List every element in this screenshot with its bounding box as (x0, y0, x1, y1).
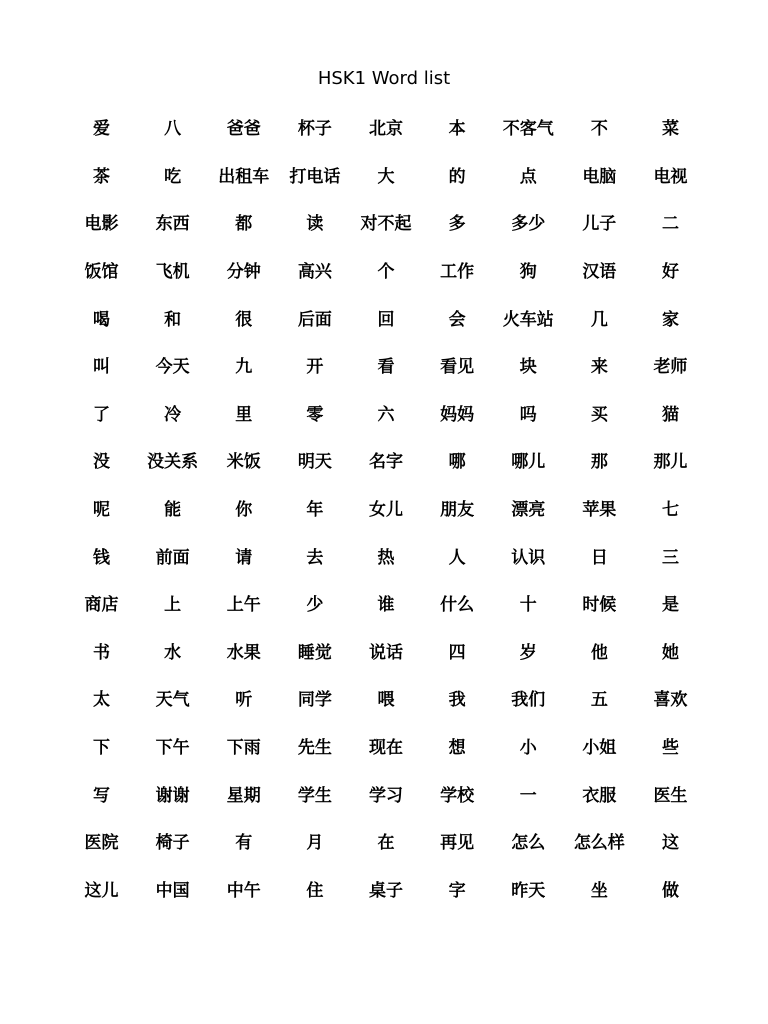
word-cell: 少 (306, 595, 324, 616)
word-row (66, 436, 706, 484)
word-grid (66, 103, 706, 912)
word-cell: 火车站 (502, 309, 554, 330)
word-cell: 上 (164, 595, 182, 616)
word-cell: 饭馆 (84, 262, 119, 283)
word-cell: 怎么样 (573, 833, 625, 854)
word-cell: 杯子 (297, 119, 332, 140)
word-cell: 下午 (155, 738, 190, 759)
word-cell: 回 (377, 309, 395, 330)
word-row (66, 341, 706, 389)
word-cell: 她 (661, 642, 679, 663)
page-title: HSK1 Word list (317, 68, 451, 89)
word-cell: 名字 (368, 452, 403, 473)
word-cell: 很 (235, 309, 253, 330)
word-cell: 前面 (155, 547, 190, 568)
word-cell: 没关系 (147, 452, 199, 473)
word-cell: 说话 (368, 642, 403, 663)
word-cell: 月 (306, 833, 324, 854)
word-cell: 爸爸 (226, 119, 261, 140)
word-cell: 苹果 (582, 500, 617, 521)
word-cell: 水 (164, 642, 182, 663)
word-cell: 会 (448, 309, 466, 330)
word-cell: 点 (519, 166, 537, 187)
word-cell: 是 (661, 595, 679, 616)
word-cell: 吃 (164, 166, 182, 187)
word-cell: 女儿 (368, 500, 403, 521)
word-cell: 小姐 (582, 738, 617, 759)
word-cell: 七 (661, 500, 679, 521)
word-cell: 都 (235, 214, 253, 235)
word-cell: 住 (306, 880, 324, 901)
word-cell: 太 (93, 690, 111, 711)
word-cell: 块 (519, 357, 537, 378)
word-cell: 打电话 (289, 166, 341, 187)
word-row (66, 293, 706, 341)
word-row (66, 151, 706, 199)
word-row (66, 722, 706, 770)
word-row (66, 627, 706, 675)
word-cell: 再见 (440, 833, 475, 854)
word-cell: 多 (448, 214, 466, 235)
word-grid-body (66, 103, 706, 912)
word-cell: 那 (590, 452, 608, 473)
word-cell: 你 (235, 500, 253, 521)
word-cell: 三 (661, 547, 679, 568)
word-cell: 冷 (164, 404, 182, 425)
word-cell: 谁 (377, 595, 395, 616)
word-cell: 大 (377, 166, 395, 187)
word-cell: 昨天 (511, 880, 546, 901)
word-cell: 学生 (297, 785, 332, 806)
word-cell: 衣服 (582, 785, 617, 806)
word-cell: 喂 (377, 690, 395, 711)
word-cell: 妈妈 (440, 404, 475, 425)
word-cell: 我们 (511, 690, 546, 711)
word-cell: 桌子 (368, 880, 403, 901)
word-cell: 不 (590, 119, 608, 140)
word-cell: 电影 (84, 214, 119, 235)
word-cell: 医生 (653, 785, 688, 806)
word-cell: 想 (448, 738, 466, 759)
word-cell: 下雨 (226, 738, 261, 759)
word-cell: 北京 (368, 119, 403, 140)
word-cell: 岁 (519, 642, 537, 663)
word-cell: 认识 (511, 547, 546, 568)
word-cell: 看见 (440, 357, 475, 378)
word-cell: 那儿 (653, 452, 688, 473)
word-cell: 时候 (582, 595, 617, 616)
word-cell: 菜 (661, 119, 679, 140)
word-cell: 出租车 (218, 166, 270, 187)
word-cell: 中午 (226, 880, 261, 901)
word-cell: 二 (661, 214, 679, 235)
word-cell: 八 (164, 119, 182, 140)
word-cell: 这 (661, 833, 679, 854)
word-cell: 做 (661, 880, 679, 901)
word-cell: 明天 (297, 452, 332, 473)
word-cell: 几 (590, 309, 608, 330)
word-cell: 书 (93, 642, 111, 663)
word-cell: 分钟 (226, 262, 261, 283)
word-cell: 没 (93, 452, 111, 473)
word-cell: 天气 (155, 690, 190, 711)
word-row (66, 769, 706, 817)
word-cell: 猫 (661, 404, 679, 425)
word-cell: 个 (377, 262, 395, 283)
word-cell: 零 (306, 404, 324, 425)
word-cell: 喜欢 (653, 690, 688, 711)
word-cell: 多少 (511, 214, 546, 235)
word-cell: 听 (235, 690, 253, 711)
word-cell: 怎么 (511, 833, 546, 854)
word-cell: 买 (590, 404, 608, 425)
word-cell: 学校 (440, 785, 475, 806)
word-cell: 热 (377, 547, 395, 568)
word-cell: 对不起 (360, 214, 412, 235)
word-cell: 现在 (368, 738, 403, 759)
word-cell: 漂亮 (511, 500, 546, 521)
word-cell: 去 (306, 547, 324, 568)
word-cell: 十 (519, 595, 537, 616)
word-cell: 和 (164, 309, 182, 330)
word-cell: 字 (448, 880, 466, 901)
word-cell: 些 (661, 738, 679, 759)
word-cell: 汉语 (582, 262, 617, 283)
word-cell: 看 (377, 357, 395, 378)
word-cell: 老师 (653, 357, 688, 378)
word-cell: 爱 (93, 119, 111, 140)
word-cell: 朋友 (440, 500, 475, 521)
word-cell: 米饭 (226, 452, 261, 473)
word-cell: 开 (306, 357, 324, 378)
word-cell: 能 (164, 500, 182, 521)
word-cell: 椅子 (155, 833, 190, 854)
word-cell: 后面 (297, 309, 332, 330)
word-cell: 哪儿 (511, 452, 546, 473)
word-row (66, 246, 706, 294)
word-cell: 叫 (93, 357, 111, 378)
word-cell: 哪 (448, 452, 466, 473)
word-cell: 医院 (84, 833, 119, 854)
word-cell: 星期 (226, 785, 261, 806)
word-row (66, 484, 706, 532)
word-cell: 谢谢 (155, 785, 190, 806)
word-cell: 电脑 (582, 166, 617, 187)
word-cell: 狗 (519, 262, 537, 283)
word-cell: 飞机 (155, 262, 190, 283)
word-row (66, 389, 706, 437)
word-cell: 他 (590, 642, 608, 663)
word-cell: 呢 (93, 500, 111, 521)
word-cell: 六 (377, 404, 395, 425)
word-cell: 学习 (368, 785, 403, 806)
word-cell: 喝 (93, 309, 111, 330)
word-row (66, 674, 706, 722)
word-cell: 本 (448, 119, 466, 140)
word-cell: 请 (235, 547, 253, 568)
word-cell: 四 (448, 642, 466, 663)
word-cell: 什么 (440, 595, 475, 616)
word-row (66, 817, 706, 865)
word-cell: 吗 (519, 404, 537, 425)
word-cell: 里 (235, 404, 253, 425)
word-cell: 在 (377, 833, 395, 854)
word-cell: 了 (93, 404, 111, 425)
word-row (66, 865, 706, 913)
word-cell: 上午 (226, 595, 261, 616)
word-cell: 读 (306, 214, 324, 235)
word-cell: 睡觉 (297, 642, 332, 663)
word-cell: 家 (661, 309, 679, 330)
word-cell: 东西 (155, 214, 190, 235)
word-cell: 今天 (155, 357, 190, 378)
word-cell: 工作 (440, 262, 475, 283)
word-row (66, 198, 706, 246)
word-cell: 茶 (93, 166, 111, 187)
word-cell: 小 (519, 738, 537, 759)
word-row (66, 103, 706, 151)
word-cell: 来 (590, 357, 608, 378)
word-cell: 儿子 (582, 214, 617, 235)
word-cell: 同学 (297, 690, 332, 711)
word-cell: 水果 (226, 642, 261, 663)
word-cell: 商店 (84, 595, 119, 616)
word-cell: 写 (93, 785, 111, 806)
word-cell: 这儿 (84, 880, 119, 901)
word-cell: 钱 (93, 547, 111, 568)
word-cell: 一 (519, 785, 537, 806)
word-cell: 中国 (155, 880, 190, 901)
word-cell: 先生 (297, 738, 332, 759)
word-cell: 好 (661, 262, 679, 283)
word-cell: 坐 (590, 880, 608, 901)
word-cell: 五 (590, 690, 608, 711)
word-cell: 日 (590, 547, 608, 568)
word-cell: 高兴 (297, 262, 332, 283)
word-row (66, 579, 706, 627)
word-cell: 的 (448, 166, 466, 187)
word-cell: 我 (448, 690, 466, 711)
word-cell: 九 (235, 357, 253, 378)
word-cell: 人 (448, 547, 466, 568)
word-cell: 年 (306, 500, 324, 521)
word-row (66, 531, 706, 579)
word-cell: 下 (93, 738, 111, 759)
word-cell: 有 (235, 833, 253, 854)
word-cell: 不客气 (502, 119, 554, 140)
word-cell: 电视 (653, 166, 688, 187)
